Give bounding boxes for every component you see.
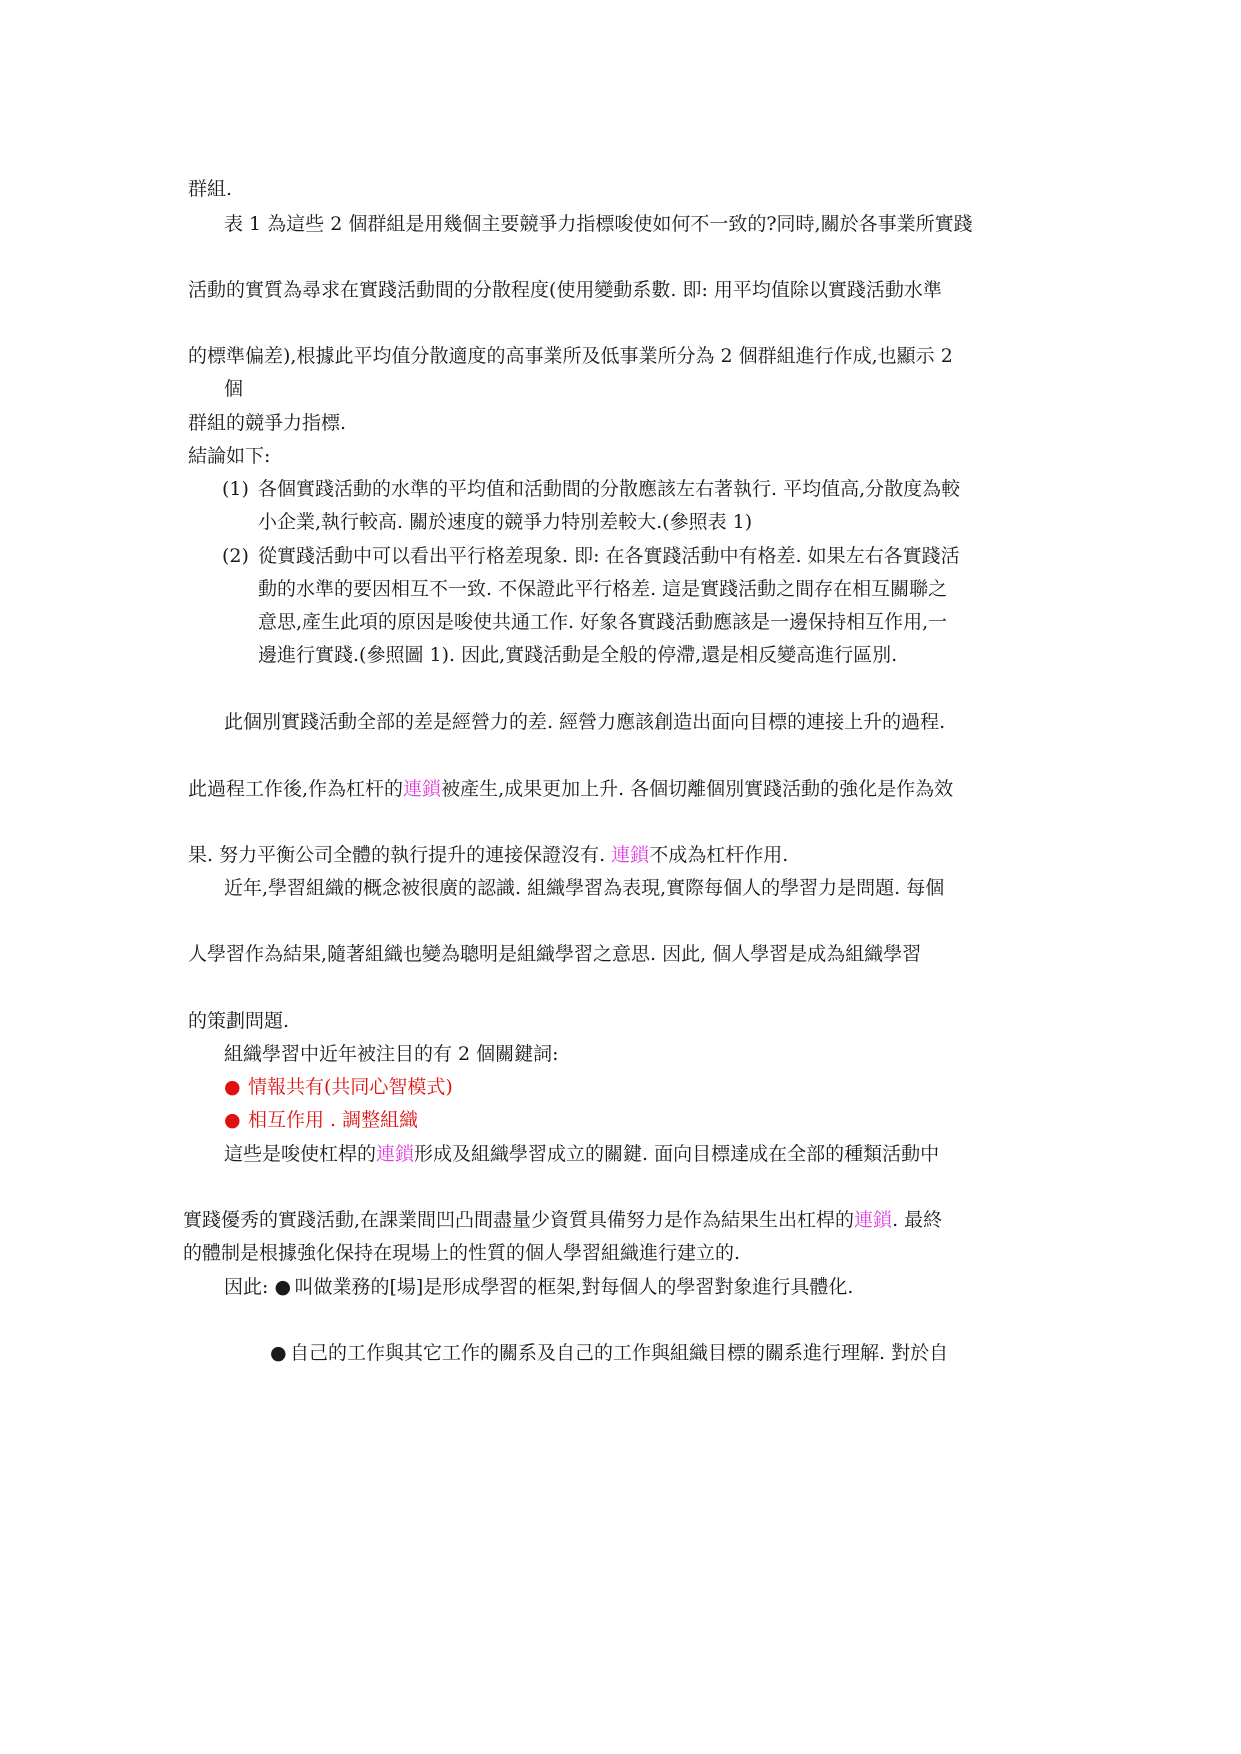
text: 的體制是根據強化保持在現場上的性質的個人學習組織進行建立的. — [183, 1242, 741, 1264]
paragraph-line — [188, 776, 953, 802]
text: 相互作用 . 調整組織 — [248, 1109, 419, 1131]
text: 近年,學習組織的概念被很廣的認識. 組織學習為表現,實際每個人的學習力是問題. 每個 — [224, 877, 945, 899]
text: . 最終 — [892, 1209, 943, 1231]
highlight-term: 連鎖 — [403, 778, 442, 800]
bullet-icon: ● — [224, 1109, 241, 1131]
numbered-item — [222, 476, 960, 502]
paragraph-line — [188, 410, 346, 436]
text: 情報共有(共同心智模式) — [248, 1076, 453, 1098]
paragraph-line — [183, 1207, 942, 1233]
text: 群組. — [188, 178, 233, 200]
paragraph-line — [188, 941, 921, 967]
numbered-item-continuation — [258, 576, 947, 602]
bullet-line — [270, 1340, 948, 1366]
text: 此過程工作後,作為杠杆的 — [188, 778, 404, 800]
paragraph-line — [224, 709, 945, 735]
keyword-bullet — [224, 1107, 418, 1133]
text: 果. 努力平衡公司全體的執行提升的連接保證沒有. — [188, 844, 612, 866]
paragraph-line — [224, 1141, 939, 1167]
text: 的標準偏差),根據此平均值分散適度的高事業所及低事業所分為 2 個群組進行作成,也顯示 2 — [188, 345, 953, 367]
keyword-bullet — [224, 1074, 453, 1100]
paragraph-line — [188, 443, 270, 469]
paragraph-line — [224, 875, 944, 901]
paragraph-line — [188, 343, 953, 369]
text: 邊進行實踐.(參照圖 1). 因此,實踐活動是全般的停滯,還是相反變高進行區別. — [258, 644, 898, 666]
paragraph-line — [224, 376, 243, 402]
text: 個 — [224, 378, 244, 400]
text: 此個別實踐活動全部的差是經營力的差. 經營力應該創造出面向目標的連接上升的過程. — [224, 711, 946, 733]
highlight-term: 連鎖 — [376, 1143, 415, 1165]
text: 群組的競爭力指標. — [188, 412, 347, 434]
paragraph-line — [224, 1041, 559, 1067]
text: 表 1 為這些 2 個群組是用幾個主要競爭力指標唆使如何不一致的?同時,關於各事業所實踐 — [224, 213, 973, 235]
text: 各個實踐活動的水準的平均值和活動間的分散應該左右著執行. 平均值高,分散度為較 — [258, 478, 961, 500]
text: 意思,產生此項的原因是唆使共通工作. 好象各實踐活動應該是一邊保持相互作用,一 — [258, 611, 948, 633]
text: 結論如下: — [188, 445, 271, 467]
text: 叫做業務的[場]是形成學習的框架,對每個人的學習對象進行具體化. — [294, 1276, 854, 1298]
text: 人學習作為結果,隨著組織也變為聰明是組織學習之意思. 因此, 個人學習是成為組織學習 — [188, 943, 922, 965]
paragraph-line — [188, 1008, 289, 1034]
text: 實踐優秀的實踐活動,在課業間凹凸間盡量少資質具備努力是作為結果生出杠桿的 — [183, 1209, 855, 1231]
text: 動的水準的要因相互不一致. 不保證此平行格差. 這是實踐活動之間存在相互關聯之 — [258, 578, 948, 600]
text: 因此: — [224, 1276, 269, 1298]
highlight-term: 連鎖 — [854, 1209, 893, 1231]
text: 從實踐活動中可以看出平行格差現象. 即: 在各實踐活動中有格差. 如果左右各實踐活 — [258, 545, 960, 567]
paragraph-line — [183, 1240, 740, 1266]
text: 被產生,成果更加上升. 各個切離個別實踐活動的強化是作為效 — [441, 778, 954, 800]
text: 自己的工作與其它工作的關系及自己的工作與組織目標的關系進行理解. 對於自 — [290, 1342, 949, 1364]
item-number: (1) — [222, 478, 249, 500]
bullet-icon: ● — [270, 1342, 287, 1364]
numbered-item-continuation — [258, 642, 897, 668]
text: 組織學習中近年被注目的有 2 個關鍵詞: — [224, 1043, 559, 1065]
item-number: (2) — [222, 545, 249, 567]
highlight-term: 連鎖 — [611, 844, 650, 866]
text: 這些是唆使杠桿的 — [224, 1143, 377, 1165]
text: 形成及組織學習成立的關鍵. 面向目標達成在全部的種類活動中 — [414, 1143, 940, 1165]
bullet-line — [224, 1274, 853, 1300]
bullet-icon: ● — [224, 1076, 241, 1098]
text: 不成為杠杆作用. — [649, 844, 789, 866]
numbered-item-continuation — [258, 609, 947, 635]
text: 的策劃問題. — [188, 1010, 290, 1032]
numbered-item-continuation — [258, 509, 752, 535]
text: 活動的實質為尋求在實踐活動間的分散程度(使用變動系數. 即: 用平均值除以實踐活動水準 — [188, 279, 942, 301]
text-line — [188, 176, 232, 202]
paragraph-line — [224, 211, 973, 237]
bullet-icon: ● — [274, 1276, 292, 1298]
text: 小企業,執行較高. 關於速度的競爭力特別差較大.(參照表 1) — [258, 511, 753, 533]
paragraph-line — [188, 277, 942, 303]
numbered-item — [222, 543, 960, 569]
paragraph-line — [188, 842, 788, 868]
